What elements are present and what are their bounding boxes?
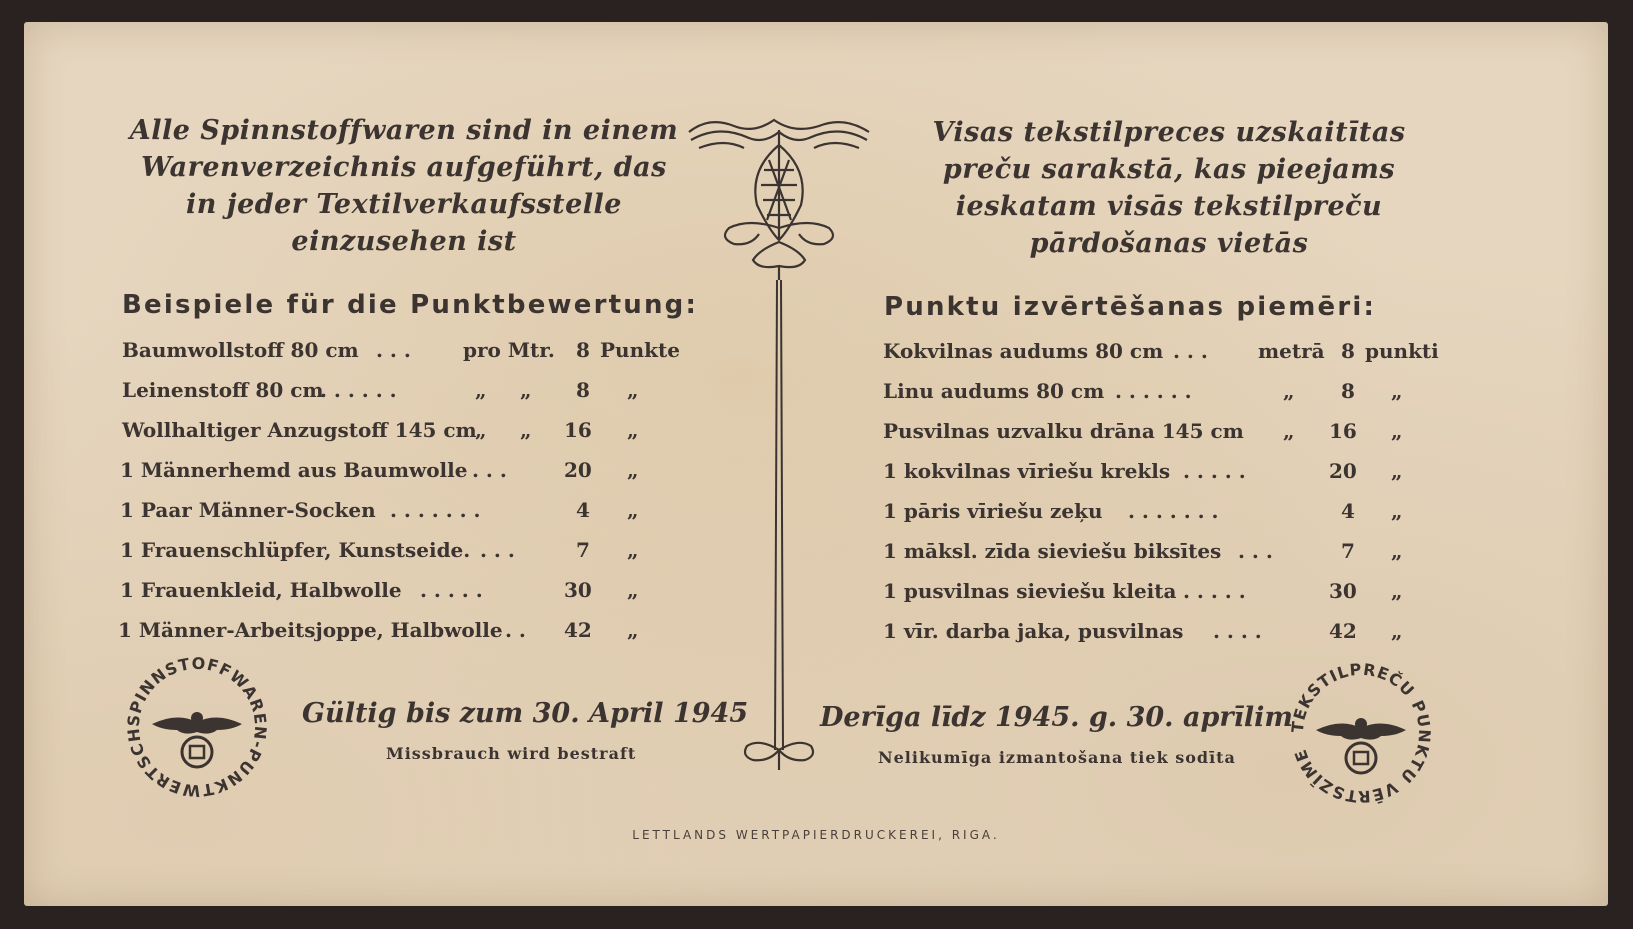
german-row-unit: „: [475, 378, 487, 402]
latvian-row-item: Pusvilnas uzvalku drāna 145 cm: [883, 419, 1244, 443]
german-row-dots: . . . . . . .: [390, 498, 481, 522]
latvian-validity: Derīga līdz 1945. g. 30. aprīlim: [820, 702, 1293, 733]
german-row-points: 4: [576, 498, 590, 522]
german-row-item: 1 Frauenschlüpfer, Kunstseide.: [120, 538, 471, 562]
voucher-card: [24, 22, 1608, 906]
german-row-7: [120, 578, 690, 618]
german-row-unit: „: [475, 418, 487, 442]
german-row-points: 20: [564, 458, 592, 482]
german-row-2: [120, 378, 690, 418]
german-row-dots: . . . . .: [420, 578, 483, 602]
latvian-row-label: „: [1391, 459, 1403, 483]
german-row-item: 1 Frauenkleid, Halbwolle: [120, 578, 402, 602]
german-row-points: 8: [576, 338, 590, 362]
latvian-heading: Punktu izvērtēšanas piemēri:: [884, 292, 1377, 322]
german-row-item: 1 Paar Männer-Socken: [120, 498, 376, 522]
german-row-item: 1 Männer-Arbeitsjoppe, Halbwolle: [118, 618, 503, 642]
latvian-row-points: 42: [1329, 619, 1357, 643]
german-intro-line-2: Warenverzeichnis aufgeführt, das: [141, 152, 667, 183]
german-validity: Gültig bis zum 30. April 1945: [302, 698, 749, 729]
latvian-row-points: 8: [1341, 339, 1355, 363]
german-row-label: „: [627, 578, 639, 602]
latvian-row-points: 20: [1329, 459, 1357, 483]
latvian-row-dots: . . . .: [1213, 619, 1262, 643]
latvian-intro-line-2: preču sarakstā, kas pieejams: [942, 154, 1396, 185]
latvian-row-points: 16: [1329, 419, 1357, 443]
eagle-emblem-icon: [1316, 718, 1406, 773]
eagle-emblem-icon: [152, 712, 242, 767]
german-row-ditto: „: [520, 378, 532, 402]
latvian-row-1: [883, 339, 1453, 379]
latvian-row-5: [883, 499, 1453, 539]
german-heading: Beispiele für die Punktbewertung:: [122, 290, 699, 320]
center-rule: [775, 280, 783, 750]
latvian-row-dots: . . . . . . .: [1128, 499, 1219, 523]
printer-imprint: LETTLANDS WERTPAPIERDRUCKEREI, RIGA.: [632, 828, 1000, 842]
latvian-seal-text: TEKSTILPREČU PUNKTU VĒRTSZĪME: [1287, 659, 1435, 807]
center-ornament: [679, 110, 879, 790]
latvian-row-dots: . . .: [1173, 339, 1208, 363]
latvian-row-4: [883, 459, 1453, 499]
latvian-row-dots: . . . . .: [1183, 579, 1246, 603]
german-row-dots: . . .: [376, 338, 411, 362]
latvian-row-8: [883, 619, 1453, 659]
german-intro-line-1: Alle Spinnstoffwaren sind in einem: [129, 115, 679, 146]
german-row-3: [120, 418, 690, 458]
german-row-points: 8: [576, 378, 590, 402]
german-intro-line-4: einzusehen ist: [291, 226, 517, 257]
latvian-row-item: 1 kokvilnas vīriešu krekls: [883, 459, 1171, 483]
german-row-label: „: [627, 418, 639, 442]
latvian-row-dots: . . . . .: [1183, 459, 1246, 483]
latvian-row-unit: „: [1283, 379, 1295, 403]
latvian-row-item: 1 pusvilnas sieviešu kleita: [883, 579, 1177, 603]
german-row-4: [120, 458, 690, 498]
german-row-item: Wollhaltiger Anzugstoff 145 cm: [122, 418, 477, 442]
latvian-row-6: [883, 539, 1453, 579]
german-row-points: 7: [576, 538, 590, 562]
german-row-6: [120, 538, 690, 578]
german-row-dots: . .: [505, 618, 526, 642]
latvian-row-item: 1 māksl. zīda sieviešu biksītes: [883, 539, 1222, 563]
latvian-row-3: [883, 419, 1453, 459]
german-row-item: 1 Männerhemd aus Baumwolle: [120, 458, 468, 482]
german-row-item: Leinenstoff 80 cm: [122, 378, 324, 402]
latvian-warning: Nelikumīga izmantošana tiek sodīta: [878, 748, 1236, 767]
latvian-row-label: „: [1391, 419, 1403, 443]
latvian-intro-line-1: Visas tekstilpreces uzskaitītas: [932, 117, 1406, 148]
latvian-row-points: 4: [1341, 499, 1355, 523]
german-row-dots: . . . . . .: [320, 378, 397, 402]
latvian-row-points: 8: [1341, 379, 1355, 403]
latvian-row-dots: . . . . . .: [1115, 379, 1192, 403]
latvian-row-label: „: [1391, 379, 1403, 403]
latvian-points-list: [883, 339, 1453, 659]
latvian-row-points: 30: [1329, 579, 1357, 603]
german-seal-stamp: [114, 637, 272, 802]
german-row-label: „: [627, 458, 639, 482]
latvian-row-unit: metrā: [1258, 339, 1325, 363]
german-row-dots: . . .: [472, 458, 507, 482]
german-row-unit: pro Mtr.: [463, 338, 555, 362]
latvian-row-points: 7: [1341, 539, 1355, 563]
latvian-seal-stamp: [1286, 658, 1436, 808]
latvian-row-label: „: [1391, 539, 1403, 563]
german-row-1: [120, 338, 690, 378]
german-row-label: „: [627, 618, 639, 642]
german-seal-text: SPINNSTOFFWAREN-PUNKTWERTSCHEIN: [114, 637, 271, 801]
german-row-label: „: [627, 378, 639, 402]
latvian-row-dots: . . .: [1238, 539, 1273, 563]
german-row-5: [120, 498, 690, 538]
latvian-row-label: punkti: [1365, 339, 1439, 363]
german-row-dots: . . .: [480, 538, 515, 562]
german-row-label: „: [627, 538, 639, 562]
latvian-row-7: [883, 579, 1453, 619]
german-warning: Missbrauch wird bestraft: [386, 744, 637, 763]
latvian-row-label: „: [1391, 499, 1403, 523]
latvian-row-label: „: [1391, 579, 1403, 603]
german-row-item: Baumwollstoff 80 cm: [122, 338, 359, 362]
latvian-row-item: 1 pāris vīriešu zeķu: [883, 499, 1103, 523]
german-row-points: 16: [564, 418, 592, 442]
latvian-row-item: Linu audums 80 cm: [883, 379, 1105, 403]
german-row-points: 42: [564, 618, 592, 642]
german-row-label: „: [627, 498, 639, 522]
latvian-intro: [904, 114, 1434, 262]
german-row-points: 30: [564, 578, 592, 602]
latvian-row-item: Kokvilnas audums 80 cm: [883, 339, 1164, 363]
german-intro-line-3: in jeder Textilverkaufsstelle: [186, 189, 622, 220]
latvian-row-unit: „: [1283, 419, 1295, 443]
latvian-row-2: [883, 379, 1453, 419]
german-row-ditto: „: [520, 418, 532, 442]
latvian-row-item: 1 vīr. darba jaka, pusvilnas: [883, 619, 1184, 643]
latvian-row-label: „: [1391, 619, 1403, 643]
german-row-label: Punkte: [600, 338, 680, 362]
german-intro: [114, 112, 694, 260]
german-points-list: [120, 338, 690, 658]
latvian-intro-line-4: pārdošanas vietās: [1029, 228, 1309, 259]
latvian-intro-line-3: ieskatam visās tekstilpreču: [955, 191, 1383, 222]
